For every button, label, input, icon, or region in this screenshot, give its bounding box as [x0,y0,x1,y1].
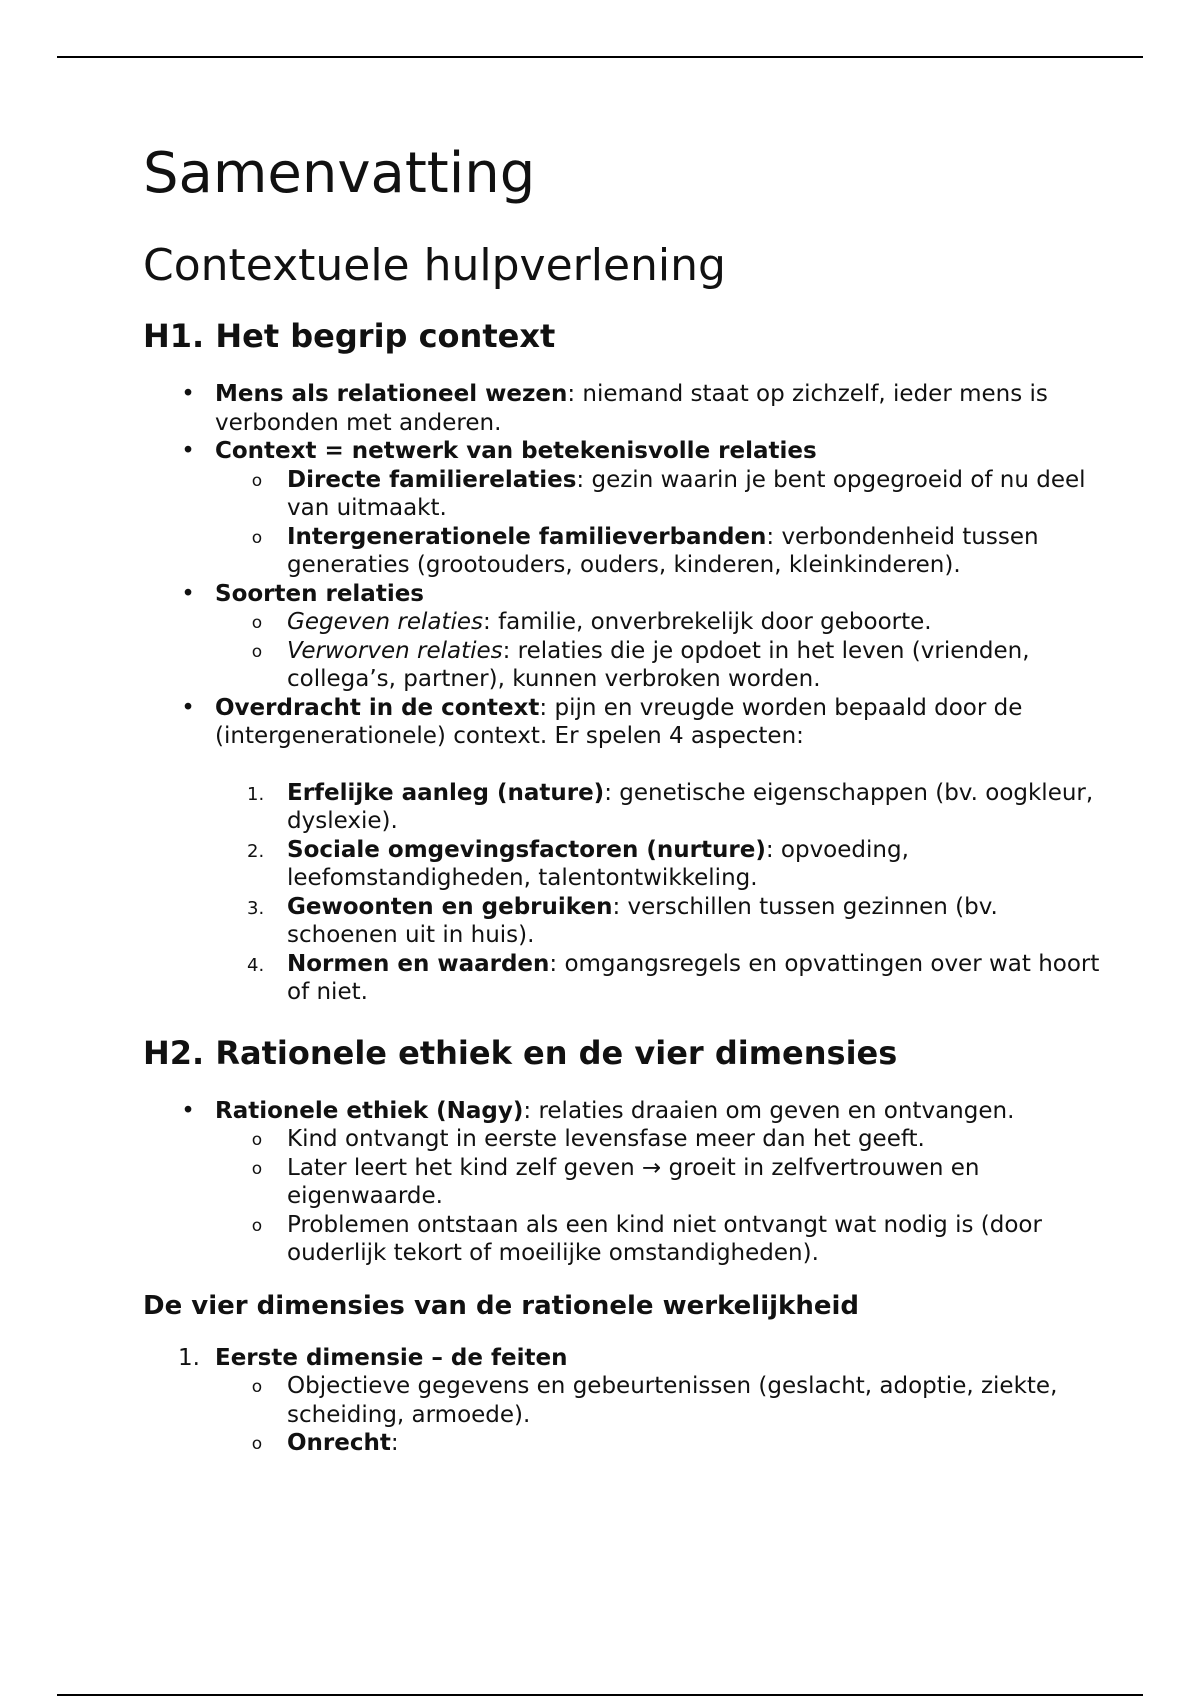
sub-bullet-marker: o [251,1215,263,1236]
bullet-marker: • [181,381,195,407]
item-text: : niemand staat op zichzelf, ieder mens is verbonden met anderen. [215,381,1048,436]
sub-list [251,1372,1103,1458]
sub-list [251,1125,1103,1268]
number-marker: 4. [247,954,265,976]
numbered-item [247,836,1103,893]
sub-list [251,466,1103,580]
sub-bullet-marker: o [251,470,263,491]
footer-rule [57,1694,1143,1696]
bullet-marker: • [181,1097,195,1124]
item-term: Context = netwerk van betekenisvolle relaties [215,438,817,464]
item-text: Kind ontvangt in eerste levensfase meer dan het geeft. [287,1126,925,1152]
list-item [181,437,1103,580]
item-text: : gezin waarin je bent opgegroeid of nu deel van uitmaakt. [287,466,1086,521]
chapter-heading-h2: H2. Rationele ethiek en de vier dimensies [143,1033,898,1072]
item-text: : opvoeding, leefomstandigheden, talentontwikkeling. [287,836,909,891]
item-term: Verworven relaties [287,637,503,664]
document-content [143,142,1103,1458]
item-text: : pijn en vreugde worden bepaald door de (intergenerationele) context. Er spelen 4 aspecten: [215,694,1023,749]
item-term: Intergenerationele familieverbanden [287,523,767,550]
item-term: Gewoonten en gebruiken [287,893,613,920]
sub-list-item [251,523,1103,580]
spacer [215,751,1103,779]
sub-bullet-marker: o [251,641,263,662]
sub-bullet-marker: o [251,613,263,633]
sub-bullet-marker: o [251,1377,263,1397]
list-item [181,694,1103,1007]
sub-list-item [251,1372,1103,1429]
header-rule [57,56,1143,58]
list-item [181,1097,1103,1268]
sub-list-item [251,466,1103,523]
list-item [181,580,1103,694]
item-term: Rationele ethiek (Nagy) [215,1097,524,1124]
item-term: Eerste dimensie – de feiten [215,1344,568,1371]
dimensions-list [178,1344,1103,1458]
item-text: Objectieve gegevens en gebeurtenissen (geslacht, adoptie, ziekte, scheiding, armoede). [287,1373,1058,1428]
item-text: : [390,1430,399,1456]
item-text: Later leert het kind zelf geven → groeit in zelfvertrouwen en eigenwaarde. [287,1154,980,1209]
h2-bullet-list [181,1097,1103,1268]
numbered-item [247,950,1103,1007]
numbered-item [247,779,1103,836]
item-term: Soorten relaties [215,580,424,607]
list-item [181,380,1103,437]
item-text: : relaties die je opdoet in het leven (vrienden, collega’s, partner), kunnen verbroken worden. [287,637,1030,692]
numbered-item [247,893,1103,950]
item-term: Mens als relationeel wezen [215,381,568,407]
sub-list-item [251,1211,1103,1268]
numbered-list [247,779,1103,1007]
number-marker: 1. [178,1344,200,1371]
item-term: Onrecht [287,1430,391,1456]
subsection-heading: De vier dimensies van de rationele werkelijkheid [143,1290,860,1321]
bullet-marker: • [181,694,195,721]
sub-list-item [251,637,1103,694]
item-text: : relaties draaien om geven en ontvangen. [523,1097,1015,1124]
bullet-marker: • [181,438,195,464]
item-text: Problemen ontstaan als een kind niet ontvangt wat nodig is (door ouderlijk tekort of moeilijke omstandigheden). [287,1211,1042,1266]
number-marker: 3. [247,897,265,919]
sub-list-item [251,1154,1103,1211]
sub-bullet-marker: o [251,1130,263,1150]
chapter-heading-h1: H1. Het begrip context [143,317,556,355]
item-term: Directe familierelaties [287,466,577,493]
sub-list-item [251,608,1103,637]
document-title: Samenvatting [143,141,536,206]
item-text: : familie, onverbrekelijk door geboorte. [483,609,932,635]
h1-bullet-list [181,380,1103,1007]
item-text: : omgangsregels en opvattingen over wat hoort of niet. [287,950,1100,1005]
sub-list-item [251,1429,1103,1458]
item-term: Overdracht in de context [215,694,540,721]
sub-bullet-marker: o [251,527,263,548]
sub-bullet-marker: o [251,1158,263,1179]
item-term: Erfelijke aanleg (nature) [287,779,605,806]
numbered-item [178,1344,1103,1458]
item-text: : verbondenheid tussen generaties (grootouders, ouders, kinderen, kleinkinderen). [287,523,1039,578]
item-term: Normen en waarden [287,950,550,977]
sub-list-item [251,1125,1103,1154]
number-marker: 2. [247,840,265,862]
item-term: Sociale omgevingsfactoren (nurture) [287,836,766,863]
sub-list [251,608,1103,694]
bullet-marker: • [181,580,195,607]
sub-bullet-marker: o [251,1434,263,1454]
document-subtitle: Contextuele hulpverlening [143,240,726,291]
number-marker: 1. [247,783,265,805]
item-text: : verschillen tussen gezinnen (bv. schoenen uit in huis). [287,893,998,948]
item-term: Gegeven relaties [287,609,484,635]
item-text: : genetische eigenschappen (bv. oogkleur, dyslexie). [287,779,1094,834]
